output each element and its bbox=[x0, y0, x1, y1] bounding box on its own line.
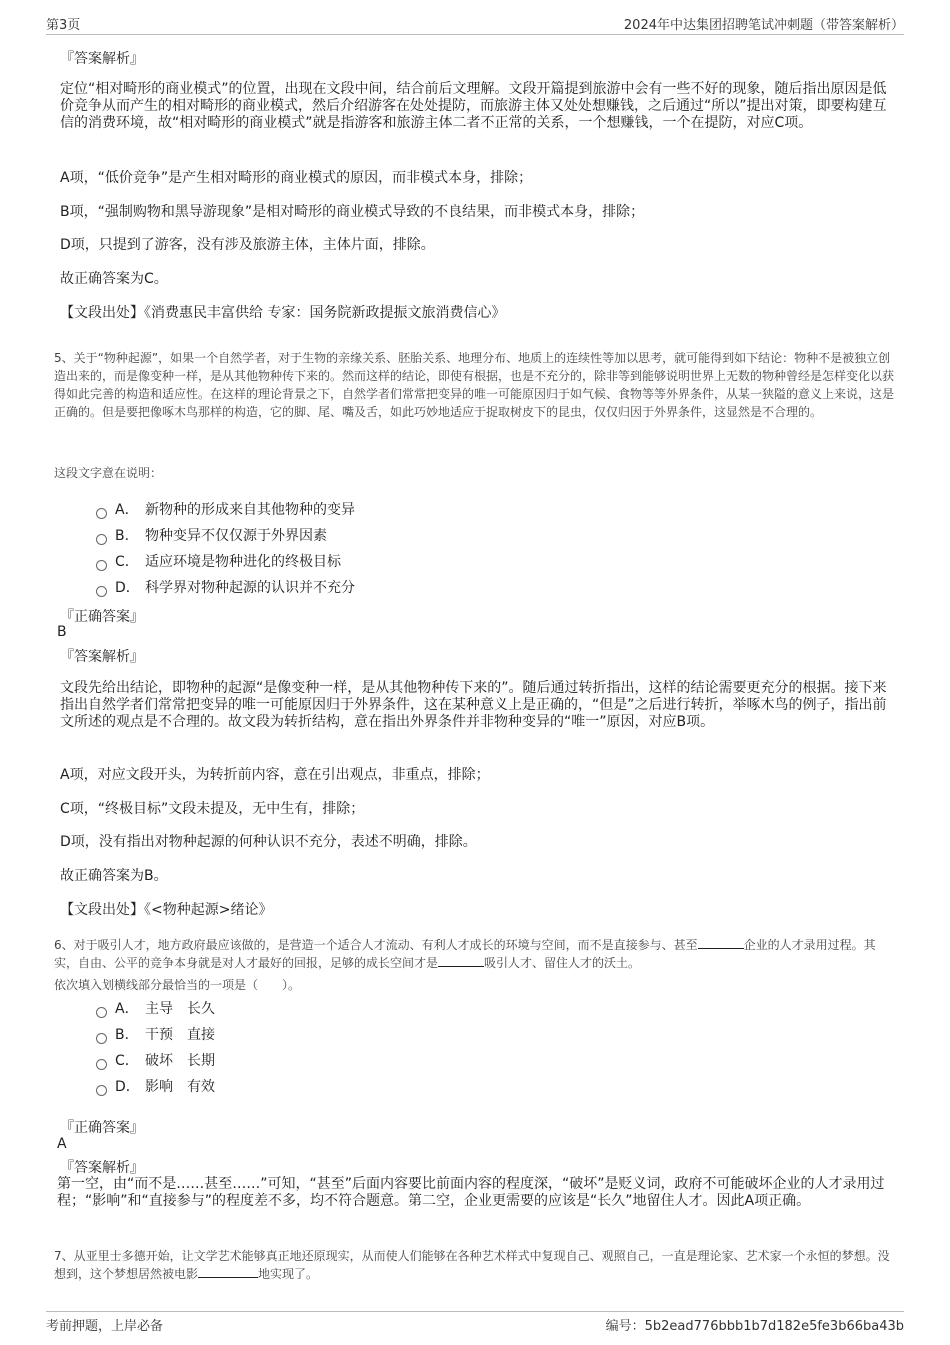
radio-button-icon[interactable] bbox=[96, 1059, 107, 1070]
q6-option-c[interactable]: C． 破坏 长期 bbox=[96, 1050, 215, 1070]
q4-source: 【文段出处】《消费惠民丰富供给 专家：国务院新政提振文旅消费信心》 bbox=[60, 305, 506, 321]
document-code: 编号：5b2ead776bbb1b7d182e5fe3b66ba43b bbox=[605, 1319, 904, 1334]
q5-analysis-option-a: A项，对应文段开头，为转折前内容，意在引出观点，非重点，排除； bbox=[60, 767, 490, 783]
q4-analysis-paragraph: 定位“相对畸形的商业模式”的位置，出现在文段中间，结合前后文理解。文段开篇提到旅游中会有一些不好的现象，随后指出原因是低价竞争从而产生的相对畸形的商业模式，然后介绍游客在处处提防，而旅游主体又处处想赚钱，之后通过“所以”提出对策，即要构建互信的消费环境，故“相对畸形的商业模式”就是指游客和旅游主体二者不正常的关系，一个想赚钱，一个在提防，对应C项。 bbox=[60, 81, 887, 131]
q4-analysis-option-a: A项，“低价竞争”是产生相对畸形的商业模式的原因，而非模式本身，排除； bbox=[60, 170, 533, 186]
q6-stem: 6、对于吸引人才，地方政府最应该做的，是营造一个适合人才流动、有利人才成长的环境与空间，而不是直接参与、甚至 企业的人才录用过程。其实，自由、公平的竞争本身就是对人才最好的回报，足够的成长空间才是 吸引人才、留住人才的沃土。 bbox=[54, 938, 876, 970]
radio-button-icon[interactable] bbox=[96, 508, 107, 519]
radio-button-icon[interactable] bbox=[96, 1085, 107, 1096]
radio-button-icon[interactable] bbox=[96, 586, 107, 597]
q5-analysis-label: 『答案解析』 bbox=[60, 649, 144, 665]
q5-conclusion: 故正确答案为B。 bbox=[60, 868, 168, 884]
q5-answer-value: B bbox=[57, 624, 67, 640]
q5-option-d[interactable]: D． 科学界对物种起源的认识并不充分 bbox=[96, 577, 355, 597]
q5-source: 【文段出处】《<物种起源>绪论》 bbox=[60, 902, 273, 918]
footer-slogan: 考前押题，上岸必备 bbox=[46, 1319, 164, 1334]
q5-option-b[interactable]: B． 物种变异不仅仅源于外界因素 bbox=[96, 525, 327, 545]
q5-analysis-option-c: C项，“终极目标”文段未提及，无中生有，排除； bbox=[60, 801, 365, 817]
fill-blank bbox=[698, 936, 744, 949]
radio-button-icon[interactable] bbox=[96, 534, 107, 545]
page-footer bbox=[46, 1311, 904, 1334]
page-header bbox=[46, 14, 904, 35]
q5-prompt: 这段文字意在说明： bbox=[54, 466, 163, 480]
q5-analysis-paragraph: 文段先给出结论，即物种的起源“是像变种一样，是从其他物种传下来的”。随后通过转折指出，这样的结论需要更充分的根据。接下来指出自然学者们常常把变异的唯一可能原因归于外界条件，这在某种意义上是正确的，“但是”之后进行转折，举啄木鸟的例子，指出前文所述的观点是不合理的。故文段为转折结构，意在指出外界条件并非物种变异的“唯一”原因，对应B项。 bbox=[60, 680, 887, 730]
q6-option-a[interactable]: A． 主导 长久 bbox=[96, 998, 215, 1018]
radio-button-icon[interactable] bbox=[96, 1033, 107, 1044]
q5-analysis-option-d: D项，没有指出对物种起源的何种认识不充分，表述不明确，排除。 bbox=[60, 834, 477, 850]
q4-conclusion: 故正确答案为C。 bbox=[60, 271, 168, 287]
q5-option-c[interactable]: C． 适应环境是物种进化的终极目标 bbox=[96, 551, 341, 571]
q5-stem: 5、关于“物种起源”，如果一个自然学者，对于生物的亲缘关系、胚胎关系、地理分布、地质上的连续性等加以思考，就可能得到如下结论：物种不是被独立创造出来的，而是像变种一样，是从其他物种传下来的。然而这样的结论，即使有根据，也是不充分的，除非等到能够说明世界上无数的物种曾经是怎样变化以获得如此完善的构造和适应性。在这样的理论背景之下，自然学者们常常把变异的唯一可能原因归于如气候、食物等等外界条件，从某一狭隘的意义上来说，这是正确的。但是要把像啄木鸟那样的构造，它的脚、尾、嘴及舌，如此巧妙地适应于捉取树皮下的昆虫，仅仅归因于外界条件，这显然是不合理的。 bbox=[54, 351, 895, 419]
q6-prompt: 依次填入划横线部分最恰当的一项是（ ）。 bbox=[54, 978, 301, 992]
q4-analysis-option-d: D项，只提到了游客，没有涉及旅游主体，主体片面，排除。 bbox=[60, 237, 435, 253]
q6-analysis-label: 『答案解析』 bbox=[60, 1160, 144, 1176]
q6-option-d[interactable]: D． 影响 有效 bbox=[96, 1076, 215, 1096]
radio-button-icon[interactable] bbox=[96, 560, 107, 571]
radio-button-icon[interactable] bbox=[96, 1007, 107, 1018]
q6-option-b[interactable]: B． 干预 直接 bbox=[96, 1024, 215, 1044]
document-title: 2024年中达集团招聘笔试冲刺题（带答案解析） bbox=[623, 18, 904, 33]
q4-analysis-option-b: B项，“强制购物和黑导游现象”是相对畸形的商业模式导致的不良结果，而非模式本身，排除； bbox=[60, 204, 645, 220]
q6-answer-value: A bbox=[57, 1136, 67, 1152]
q5-option-a[interactable]: A． 新物种的形成来自其他物种的变异 bbox=[96, 499, 355, 519]
q6-analysis-paragraph: 第一空，由“而不是……甚至……”可知，“甚至”后面内容要比前面内容的程度深，“破坏”是贬义词，政府不可能破坏企业的人才录用过程；“影响”和“直接参与”的程度差不多，均不符合题意。第二空，企业更需要的应该是“长久”地留住人才。因此A项正确。 bbox=[57, 1176, 885, 1209]
q4-analysis-label: 『答案解析』 bbox=[60, 51, 144, 67]
fill-blank bbox=[198, 1265, 258, 1278]
page-number: 第3页 bbox=[46, 18, 81, 33]
q6-answer-label: 『正确答案』 bbox=[60, 1120, 144, 1136]
fill-blank bbox=[438, 954, 484, 967]
q7-stem: 7、从亚里士多德开始，让文学艺术能够真正地还原现实，从而使人们能够在各种艺术样式中复现自己、观照自己，一直是理论家、艺术家一个永恒的梦想。没想到，这个梦想居然被电影 地实现了。 bbox=[54, 1249, 890, 1281]
q5-answer-label: 『正确答案』 bbox=[60, 609, 144, 625]
